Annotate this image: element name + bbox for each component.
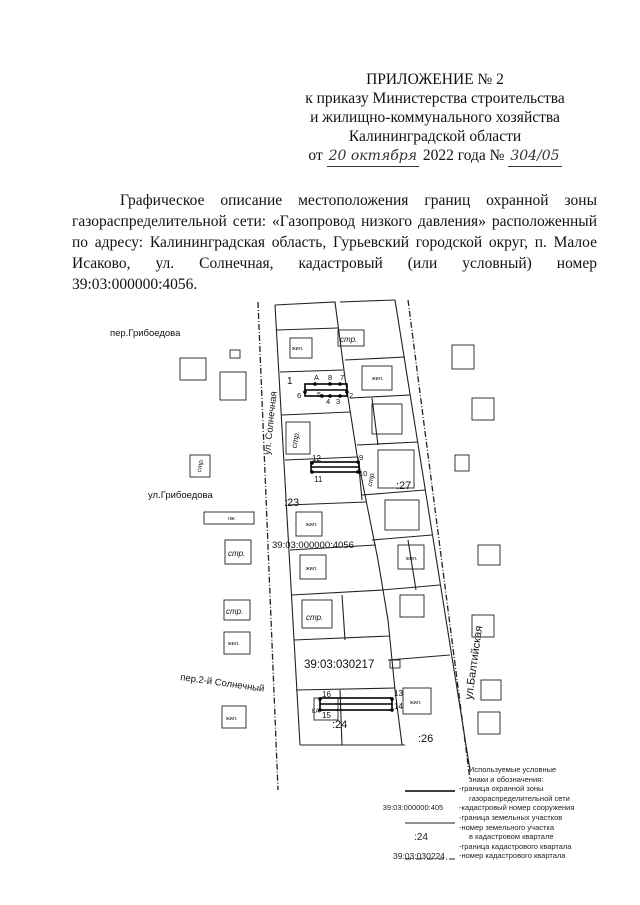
bldg-zhil: жил. [306,566,318,572]
point-16: 16 [322,690,331,699]
point-6: 6 [297,391,302,400]
bldg-str: стр. [228,549,246,558]
bldg-str: стр. [195,457,206,473]
legend-zone-boundary-2: газораспределительной сети [469,793,570,803]
handwritten-date: 20 октября [327,147,419,167]
bldg-zhil: жил. [372,376,384,382]
legend-structure-symbol: 39:03:000000:405 [382,803,444,813]
parcel-27: :27 [396,480,412,492]
quarter-cadastral-number: 39:03:030217 [304,659,375,671]
parcel-26: :26 [418,733,434,745]
parcel-24: :24 [332,719,348,731]
bldg-str: стр. [340,335,358,344]
date-suffix: 2022 года № [422,147,505,164]
structure-cadastral-number: 39:03:000000:4056 [272,540,354,551]
parcel-boundaries [275,300,470,770]
legend-parcel-boundary: -граница земельных участков [459,812,563,822]
label-a: А [314,373,320,382]
legend-parcel-number-2: в кадастровом квартале [469,832,554,842]
map-labels [110,328,485,745]
ministry-line: и жилищно-коммунального хозяйства [310,109,560,126]
label-griboedova-lane: пер.Грибоедова [110,328,181,339]
legend-quarter-symbol: 39:03:030224 [393,851,445,862]
bldg-zhil: жил. [406,556,418,562]
region-line: Калининградской области [348,128,522,145]
legend-title-2: знаки и обозначения: [469,774,544,784]
legend-parcel-symbol: :24 [414,832,428,844]
label-solnechnaya: ул. Солнечная [262,390,280,456]
point-4: 4 [326,397,331,406]
point-7: 7 [340,373,345,382]
label-ka: КА [312,709,320,715]
legend-structure-number: -кадастровый номер сооружения [459,803,575,813]
bldg-zhil: жил. [410,700,422,706]
point-2: 2 [349,391,354,400]
bldg-nzh: нж [228,516,235,522]
label-griboedova-street: ул.Грибоедова [148,490,213,501]
handwritten-number: 304/05 [508,147,561,167]
date-prefix: от [308,147,323,164]
order-line: к приказу Министерства строительства [305,90,565,107]
label-solnechny-2: пер.2-й Солнечный [179,672,266,695]
point-8: 8 [328,373,333,382]
bldg-zhil: жил. [292,346,304,352]
bldg-str: стр. [306,613,324,622]
point-5: 5 [317,390,322,399]
parcel-23: :23 [284,497,300,509]
point-10: 10 [359,469,368,478]
point-12: 12 [312,454,321,463]
legend-zone-boundary: -граница охранной зоны [459,784,544,794]
point-13: 13 [394,689,403,698]
legend-quarter-boundary: -граница кадастрового квартала [459,841,572,851]
point-1: 1 [287,376,293,387]
bldg-str: стр. [289,430,302,449]
legend-title-1: Используемые условные [469,765,557,774]
bldg-zhil: жил. [306,522,318,528]
point-11: 11 [314,475,323,484]
appendix-title: ПРИЛОЖЕНИЕ № 2 [366,71,504,88]
label-baltiyskaya: ул.Балтийская [463,625,486,701]
legend-quarter-number: -номер кадастрового квартала [459,851,566,861]
description-text: Графическое описание местоположения границ охранной зоны газораспределительной сети: «Газопровод низкого давления» расположенный по адресу: Калининградская область, Гурьевский городской округ, п. Малое Исаково, ул. Солнечная, кадастровый (или условный) номер 39:03:000000:4056. [72,192,597,293]
point-3: 3 [336,397,341,406]
point-15: 15 [322,711,331,720]
bldg-str: стр. [226,607,244,616]
bldg-zhil: жил. [226,716,238,722]
point-14: 14 [394,702,403,711]
legend-parcel-number: -номер земельного участка [459,822,555,832]
bldg-str: стр. [366,471,377,488]
point-9: 9 [359,453,364,462]
bldg-zhil: жил. [228,641,240,647]
map-legend [382,765,635,862]
